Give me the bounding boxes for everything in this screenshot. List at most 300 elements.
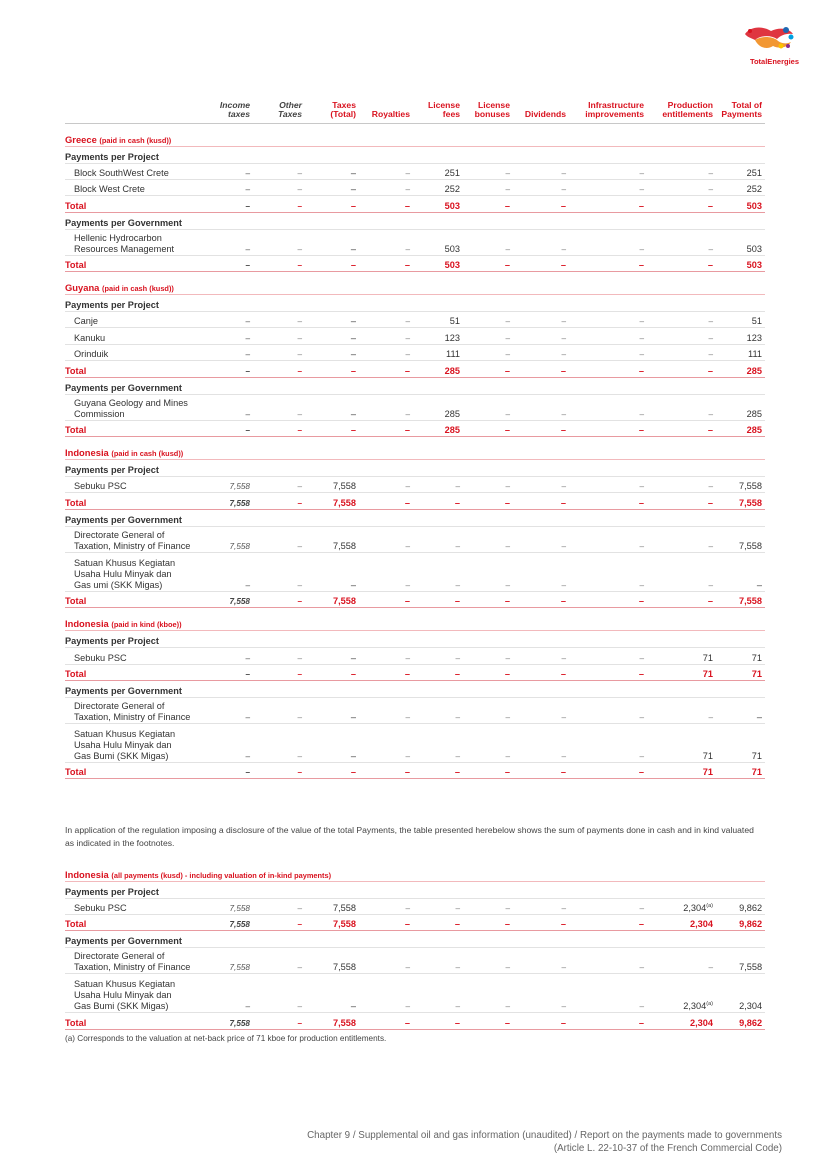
column-header: Other Taxes — [253, 97, 305, 123]
section-title: Indonesia (paid in kind (kboe)) — [65, 608, 765, 631]
subsection-row — [65, 212, 765, 229]
value-cell: – — [569, 914, 647, 930]
footnote-marker: (a) — [706, 902, 713, 909]
name-line: Canje — [74, 316, 99, 327]
section-note: (paid in cash (kusd)) — [111, 449, 184, 459]
value-cell: 7,558 — [217, 914, 253, 930]
value-cell: 2,304$^{(a)}$ — [647, 898, 716, 914]
value-cell: – — [463, 898, 513, 914]
name-line: Gas umi (SKK Migas) — [74, 579, 163, 590]
name-line: Block West Crete — [74, 184, 145, 195]
value-cell: – — [305, 312, 359, 328]
table-row — [65, 948, 765, 974]
payee-name — [65, 723, 217, 762]
name-line: Satuan Khusus Kegiatan — [74, 557, 176, 568]
section-note: (paid in cash (kusd)) — [102, 284, 174, 294]
value-cell: – — [413, 477, 463, 493]
value-cell: – — [569, 664, 647, 680]
value-cell: 7,558 — [305, 948, 359, 974]
name-line: Usaha Hulu Minyak dan — [74, 990, 172, 1001]
value-cell: – — [305, 394, 359, 420]
section-header-row — [65, 608, 765, 631]
table-row — [65, 312, 765, 328]
total-label — [65, 591, 217, 607]
table-row — [65, 723, 765, 762]
value-cell: 7,558 — [716, 526, 765, 552]
column-header: Taxes (Total) — [305, 97, 359, 123]
total-row — [65, 196, 765, 212]
value-cell: – — [513, 312, 569, 328]
value-cell: 503 — [413, 255, 463, 271]
value-cell: – — [359, 163, 413, 179]
total-row — [65, 591, 765, 607]
value-cell: – — [569, 762, 647, 778]
value-cell: – — [463, 255, 513, 271]
subsection-label: Payments per Government — [65, 931, 765, 948]
value-cell: – — [413, 591, 463, 607]
value-cell: – — [305, 664, 359, 680]
value-cell: – — [647, 420, 716, 436]
section-title: Greece (paid in cash (kusd)) — [65, 123, 765, 146]
totalenergies-logo — [735, 24, 799, 66]
value-cell: – — [569, 328, 647, 344]
value-cell: 503 — [413, 229, 463, 255]
name-line: Satuan Khusus Kegiatan — [74, 728, 176, 739]
subsection-row — [65, 509, 765, 526]
value-cell: 7,558 — [716, 948, 765, 974]
value-cell: – — [513, 552, 569, 591]
value-cell: – — [253, 163, 305, 179]
value-cell: – — [253, 229, 305, 255]
value-cell: – — [253, 762, 305, 778]
table-row — [65, 974, 765, 1013]
section-title: Indonesia (paid in cash (kusd)) — [65, 437, 765, 460]
table-row — [65, 344, 765, 360]
total-row — [65, 664, 765, 680]
value-cell: – — [253, 361, 305, 377]
value-cell: 71 — [647, 664, 716, 680]
value-cell: 503 — [716, 196, 765, 212]
value-cell: – — [359, 648, 413, 664]
value-cell: 7,558 — [305, 493, 359, 509]
value-cell: – — [305, 179, 359, 195]
value-cell: – — [569, 1013, 647, 1029]
value-cell: – — [359, 477, 413, 493]
all-payments-table-container — [65, 858, 765, 1030]
value-cell: 51 — [716, 312, 765, 328]
value-cell: 111 — [716, 344, 765, 360]
value-cell: – — [463, 762, 513, 778]
subsection-label: Payments per Government — [65, 509, 765, 526]
all-payments-table — [65, 858, 765, 1030]
footer-chapter: Chapter 9 / Supplemental oil and gas information (unaudited) / Report on the payments made to governments — [307, 1130, 782, 1141]
value-cell: – — [569, 420, 647, 436]
value-cell: 7,558 — [716, 477, 765, 493]
value-cell: 7,558 — [305, 914, 359, 930]
total-label — [65, 493, 217, 509]
value-cell: 71 — [647, 648, 716, 664]
value-cell: – — [463, 697, 513, 723]
name-line: Kanuku — [74, 332, 106, 343]
value-cell: – — [217, 394, 253, 420]
value-cell: – — [569, 163, 647, 179]
value-cell: – — [253, 1013, 305, 1029]
payee-name — [65, 229, 217, 255]
value-cell: – — [305, 328, 359, 344]
value-cell: – — [253, 697, 305, 723]
value-cell: – — [359, 229, 413, 255]
all-payments-table-body — [65, 858, 765, 1029]
name-line: Guyana Geology and Mines — [74, 397, 188, 408]
payments-table — [65, 97, 765, 779]
payee-name — [65, 648, 217, 664]
value-cell: – — [463, 229, 513, 255]
value-cell: – — [413, 552, 463, 591]
table-row — [65, 229, 765, 255]
value-cell: – — [513, 229, 569, 255]
value-cell: – — [253, 898, 305, 914]
value-cell: 7,558 — [305, 591, 359, 607]
section-note: (paid in cash (kusd)) — [99, 135, 172, 145]
value-cell: – — [413, 664, 463, 680]
name-line: Total — [65, 200, 87, 211]
value-cell: – — [305, 344, 359, 360]
value-cell: – — [305, 163, 359, 179]
value-cell: 503 — [716, 229, 765, 255]
value-cell: – — [305, 697, 359, 723]
value-cell: – — [569, 196, 647, 212]
value-cell: – — [463, 344, 513, 360]
value-cell: – — [463, 591, 513, 607]
value-cell: – — [253, 394, 305, 420]
name-line: Block SouthWest Crete — [74, 167, 169, 178]
value-cell: – — [647, 394, 716, 420]
page-footer — [307, 1129, 782, 1155]
name-line: Sebuku PSC — [74, 481, 127, 492]
value-cell: – — [217, 361, 253, 377]
value-cell: – — [647, 196, 716, 212]
name-line: Sebuku PSC — [74, 902, 127, 913]
total-row — [65, 255, 765, 271]
value-cell: – — [569, 361, 647, 377]
value-cell: – — [647, 229, 716, 255]
payee-name — [65, 974, 217, 1013]
value-cell: – — [253, 493, 305, 509]
name-line: Gas Bumi (SKK Migas) — [74, 1001, 169, 1012]
value-cell: – — [463, 420, 513, 436]
value-cell: – — [305, 255, 359, 271]
value-cell: 71 — [716, 723, 765, 762]
value-cell: 71 — [647, 723, 716, 762]
value-cell: 7,558 — [217, 1013, 253, 1029]
value-cell: 7,558 — [217, 948, 253, 974]
value-cell: – — [647, 697, 716, 723]
value-cell: – — [569, 394, 647, 420]
name-line: Total — [65, 919, 87, 930]
name-line: Directorate General of — [74, 951, 165, 962]
total-label — [65, 762, 217, 778]
value-cell: – — [305, 974, 359, 1013]
value-cell: – — [569, 229, 647, 255]
value-cell: – — [359, 420, 413, 436]
value-cell: – — [359, 196, 413, 212]
subsection-label: Payments per Government — [65, 680, 765, 697]
value-cell: – — [463, 974, 513, 1013]
value-cell: 71 — [647, 762, 716, 778]
value-cell: 7,558 — [305, 898, 359, 914]
section-note: (all payments (kusd) - including valuation of in-kind payments) — [111, 870, 332, 880]
value-cell: – — [217, 344, 253, 360]
value-cell: – — [413, 948, 463, 974]
value-cell: – — [647, 312, 716, 328]
table-row — [65, 697, 765, 723]
subsection-row — [65, 931, 765, 948]
payee-name — [65, 552, 217, 591]
name-line: Directorate General of — [74, 700, 165, 711]
value-cell: – — [513, 648, 569, 664]
payee-name — [65, 477, 217, 493]
value-cell: – — [463, 723, 513, 762]
subsection-label: Payments per Project — [65, 460, 765, 477]
value-cell: – — [647, 255, 716, 271]
column-header: License bonuses — [463, 97, 513, 123]
name-line: Taxation, Ministry of Finance — [74, 962, 191, 973]
value-cell: – — [513, 723, 569, 762]
name-line: Gas Bumi (SKK Migas) — [74, 750, 169, 761]
value-cell: – — [359, 328, 413, 344]
payee-name — [65, 526, 217, 552]
section-header-row — [65, 437, 765, 460]
total-label — [65, 361, 217, 377]
subsection-label: Payments per Government — [65, 377, 765, 394]
value-cell: – — [217, 974, 253, 1013]
name-line: Total — [65, 497, 87, 508]
section-header-row — [65, 123, 765, 146]
value-cell: 285 — [413, 420, 463, 436]
value-cell: – — [569, 255, 647, 271]
value-cell: – — [463, 1013, 513, 1029]
subsection-row — [65, 881, 765, 898]
value-cell: – — [253, 591, 305, 607]
brand-name: TotalEnergies — [749, 57, 799, 66]
value-cell: 7,558 — [305, 1013, 359, 1029]
value-cell: – — [569, 591, 647, 607]
value-cell: – — [463, 196, 513, 212]
value-cell: – — [359, 948, 413, 974]
value-cell: – — [413, 1013, 463, 1029]
value-cell: – — [569, 526, 647, 552]
payee-name — [65, 163, 217, 179]
value-cell: – — [513, 196, 569, 212]
value-cell: – — [253, 648, 305, 664]
column-header: Infrastructure improvements — [569, 97, 647, 123]
table-row — [65, 328, 765, 344]
subsection-label: Payments per Project — [65, 631, 765, 648]
value-cell: – — [359, 591, 413, 607]
subsection-row — [65, 377, 765, 394]
table-row — [65, 179, 765, 195]
value-cell: 7,558 — [217, 591, 253, 607]
section-title: Indonesia (all payments (kusd) - including valuation of in-kind payments) — [65, 858, 765, 881]
value-cell: – — [463, 179, 513, 195]
value-cell: – — [463, 664, 513, 680]
payee-name — [65, 179, 217, 195]
value-cell: – — [569, 948, 647, 974]
value-cell: – — [359, 974, 413, 1013]
value-cell: – — [463, 163, 513, 179]
value-cell: – — [359, 179, 413, 195]
column-header: Production entitlements — [647, 97, 716, 123]
value-cell: 252 — [716, 179, 765, 195]
table-row — [65, 552, 765, 591]
value-cell: – — [305, 762, 359, 778]
value-cell: – — [217, 312, 253, 328]
total-row — [65, 914, 765, 930]
value-cell: – — [359, 664, 413, 680]
section-note: (paid in kind (kboe)) — [111, 620, 182, 630]
disclosure-paragraph: In application of the regulation imposing a disclosure of the value of the total Payments, the table presented herebelow shows the sum of payments done in cash and in kind valuated as indicated in the footnotes. — [65, 825, 754, 848]
name-line: Total — [65, 767, 87, 778]
value-cell: – — [647, 328, 716, 344]
payee-name — [65, 697, 217, 723]
value-cell: – — [569, 648, 647, 664]
value-cell: – — [647, 477, 716, 493]
table-row — [65, 898, 765, 914]
value-cell: – — [569, 552, 647, 591]
value-cell: – — [217, 163, 253, 179]
name-line: Sebuku PSC — [74, 652, 127, 663]
name-line: Usaha Hulu Minyak dan — [74, 568, 172, 579]
value-cell: – — [217, 179, 253, 195]
value-cell: – — [253, 664, 305, 680]
header-blank — [65, 97, 217, 123]
payee-name — [65, 312, 217, 328]
name-line: Commission — [74, 408, 125, 419]
value-cell: – — [253, 255, 305, 271]
value-cell: – — [253, 196, 305, 212]
value-cell: 285 — [413, 394, 463, 420]
payee-name — [65, 328, 217, 344]
value-cell: – — [463, 914, 513, 930]
subsection-label: Payments per Project — [65, 295, 765, 312]
value-cell: 71 — [716, 762, 765, 778]
value-cell: – — [647, 179, 716, 195]
table-row — [65, 477, 765, 493]
section-title: Guyana (paid in cash (kusd)) — [65, 272, 765, 295]
value-cell: 123 — [716, 328, 765, 344]
value-cell: – — [359, 361, 413, 377]
value-cell: – — [413, 697, 463, 723]
value-cell: – — [647, 552, 716, 591]
value-cell: 2,304 — [647, 1013, 716, 1029]
value-cell: – — [253, 526, 305, 552]
footnote-marker: (a) — [706, 1001, 713, 1008]
value-cell: – — [513, 1013, 569, 1029]
value-cell: – — [253, 179, 305, 195]
value-cell: – — [413, 526, 463, 552]
value-cell: 9,862 — [716, 898, 765, 914]
subsection-label: Payments per Government — [65, 212, 765, 229]
value-cell: – — [647, 591, 716, 607]
subsection-row — [65, 146, 765, 163]
name-line: Total — [65, 260, 87, 271]
value-cell: – — [253, 312, 305, 328]
value-cell: 252 — [413, 179, 463, 195]
value-cell: – — [253, 723, 305, 762]
subsection-row — [65, 295, 765, 312]
value-cell: – — [647, 948, 716, 974]
value-cell: – — [217, 648, 253, 664]
value-cell: – — [513, 526, 569, 552]
value-cell: – — [413, 974, 463, 1013]
value-cell: – — [413, 648, 463, 664]
value-cell: – — [253, 344, 305, 360]
value-cell: 7,558 — [217, 493, 253, 509]
value-cell: – — [217, 229, 253, 255]
value-cell: – — [513, 948, 569, 974]
value-cell: 51 — [413, 312, 463, 328]
name-line: Taxation, Ministry of Finance — [74, 540, 191, 551]
value-cell: – — [305, 229, 359, 255]
value-cell: 503 — [413, 196, 463, 212]
value-cell: – — [217, 328, 253, 344]
table-row — [65, 648, 765, 664]
value-cell: – — [513, 420, 569, 436]
value-cell: – — [569, 974, 647, 1013]
value-cell: – — [513, 163, 569, 179]
total-row — [65, 1013, 765, 1029]
value-cell: – — [253, 974, 305, 1013]
name-line: Total — [65, 668, 87, 679]
total-row — [65, 493, 765, 509]
value-cell: 285 — [716, 420, 765, 436]
value-cell: – — [647, 344, 716, 360]
name-line: Satuan Khusus Kegiatan — [74, 979, 176, 990]
value-cell: – — [513, 394, 569, 420]
column-header: Income taxes — [217, 97, 253, 123]
footnote: (a) Corresponds to the valuation at net-back price of 71 kboe for production entitlements. — [65, 1034, 387, 1043]
value-cell: – — [569, 697, 647, 723]
name-line: Usaha Hulu Minyak dan — [74, 739, 172, 750]
value-cell: 285 — [716, 394, 765, 420]
total-row — [65, 762, 765, 778]
value-cell: – — [647, 526, 716, 552]
total-label — [65, 420, 217, 436]
value-cell: – — [513, 255, 569, 271]
name-line: Total — [65, 596, 87, 607]
value-cell: 111 — [413, 344, 463, 360]
value-cell: 285 — [413, 361, 463, 377]
column-header-row — [65, 97, 765, 123]
value-cell: – — [413, 723, 463, 762]
value-cell: – — [647, 163, 716, 179]
name-line: Total — [65, 1017, 87, 1028]
value-cell: – — [305, 196, 359, 212]
value-cell: – — [513, 762, 569, 778]
table-row — [65, 163, 765, 179]
value-cell: – — [217, 697, 253, 723]
value-cell: – — [413, 898, 463, 914]
value-cell: 7,558 — [217, 526, 253, 552]
total-label — [65, 664, 217, 680]
value-cell: – — [305, 420, 359, 436]
subsection-row — [65, 460, 765, 477]
value-cell: 7,558 — [217, 477, 253, 493]
value-cell: – — [513, 477, 569, 493]
name-line: Resources Management — [74, 243, 175, 254]
value-cell: 71 — [716, 648, 765, 664]
value-cell: – — [359, 552, 413, 591]
